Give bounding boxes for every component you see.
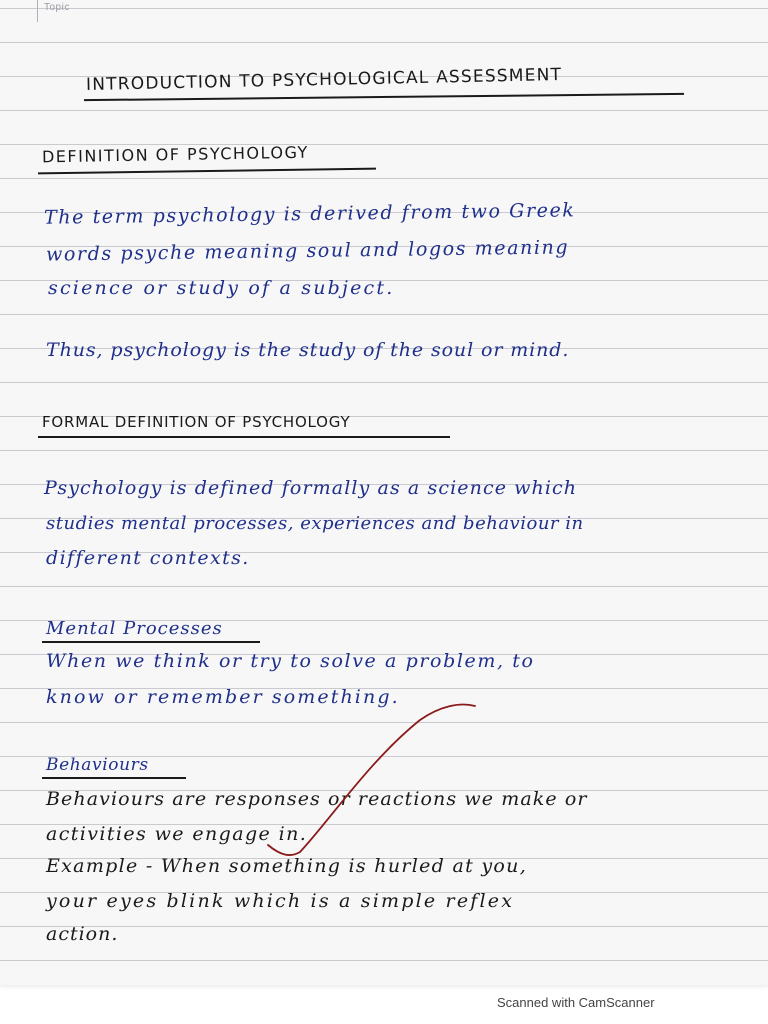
mental-line-2: know or remember something.: [46, 686, 400, 708]
section-heading-definition: DEFINITION OF PSYCHOLOGY: [41, 142, 310, 167]
behaviours-line-4: your eyes blink which is a simple reflex: [46, 890, 515, 912]
definition-line-2: words psyche meaning soul and logos meaning: [45, 236, 570, 266]
subheading-mental-processes: Mental Processes: [46, 618, 223, 639]
check-mark-icon: [260, 700, 490, 870]
definition-line-4: Thus, psychology is the study of the soul or mind.: [46, 339, 570, 361]
definition-line-1: The term psychology is derived from two Greek: [43, 199, 576, 229]
behaviours-underline: [42, 777, 186, 779]
definition-underline: [38, 168, 376, 175]
section-heading-formal: FORMAL DEFINITION OF PSYCHOLOGY: [42, 413, 351, 431]
formal-line-1: Psychology is defined formally as a science which: [44, 477, 578, 499]
topic-label: Topic: [44, 2, 70, 13]
subheading-behaviours: Behaviours: [46, 755, 149, 775]
behaviours-line-3: Example - When something is hurled at you,: [46, 855, 528, 877]
behaviours-line-2: activities we engage in.: [46, 823, 308, 845]
mental-line-1: When we think or try to solve a problem, to: [46, 650, 535, 672]
formal-line-3: different contexts.: [46, 547, 250, 569]
behaviours-line-1: Behaviours are responses or reactions we make or: [46, 788, 588, 810]
behaviours-line-5: action.: [46, 923, 119, 945]
page-title: INTRODUCTION TO PSYCHOLOGICAL ASSESSMENT: [85, 65, 563, 95]
formal-line-2: studies mental processes, experiences and behaviour in: [46, 513, 584, 534]
mental-underline: [42, 641, 260, 643]
formal-underline: [38, 436, 450, 438]
margin-line: [37, 0, 38, 22]
title-underline: [84, 93, 684, 101]
definition-line-3: science or study of a subject.: [48, 277, 395, 299]
scanner-watermark: Scanned with CamScanner: [497, 995, 655, 1010]
